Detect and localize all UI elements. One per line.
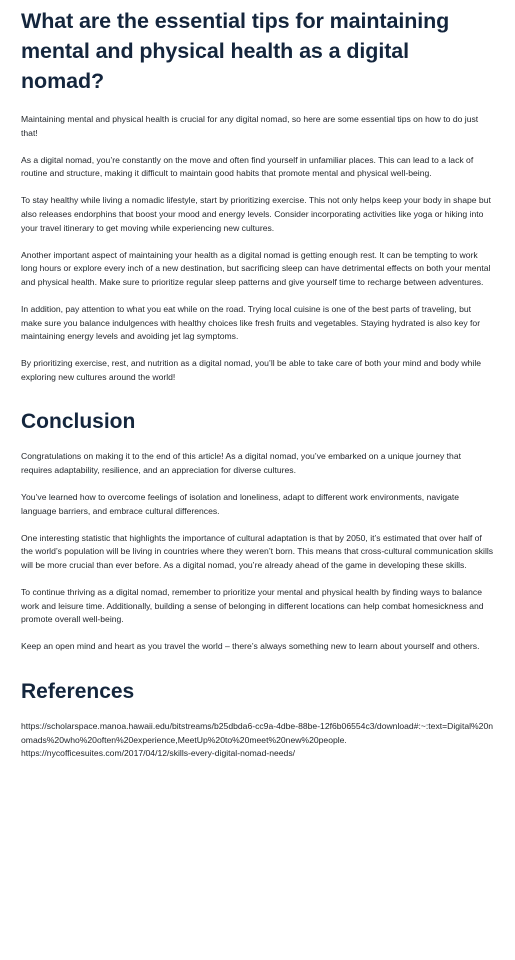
references-section <box>21 678 494 761</box>
intro-paragraph: In addition, pay attention to what you eat while on the road. Trying local cuisine is one of the best parts of traveling, but make sure you balance indulgences with healthy choices like fresh fruits and vegetables. Staying hydrated is also key for maintaining energy levels and avoiding jet lag symptoms. <box>21 303 481 342</box>
conclusion-section <box>21 408 494 654</box>
conclusion-paragraph: You’ve learned how to overcome feelings of isolation and loneliness, adapt to different work environments, navigate language barriers, and embrace cultural differences. <box>21 492 460 516</box>
reference-link[interactable]: https://scholarspace.manoa.hawaii.edu/bitstreams/b25dbda6-cc9a-4dbe-88be-12f6b06554c3/download#:~:text=Digital%20nomads%20who%20often%20experience,MeetUp%20to%20meet%20new%20people. <box>21 720 494 745</box>
conclusion-paragraph: One interesting statistic that highlights the importance of cultural adaptation is that by 2050, it’s estimated that over half of the world’s population will be living in countries where they weren’t born. This means that cross-cultural communication skills will be more crucial than ever before. As a digital nomad, you’re already ahead of the game in developing these skills. <box>21 532 494 570</box>
references-heading: References <box>21 679 135 703</box>
intro-paragraph: Maintaining mental and physical health is crucial for any digital nomad, so here are some essential tips on how to do just that! <box>21 114 479 138</box>
conclusion-heading: Conclusion <box>21 410 136 434</box>
references-list <box>21 720 494 761</box>
conclusion-paragraph: To continue thriving as a digital nomad, remember to prioritize your mental and physical health by finding ways to balance work and leisure time. Additionally, building a sense of belonging in different locations can help combat homesickness and promote overall well-being. <box>21 587 484 625</box>
intro-paragraph: As a digital nomad, you’re constantly on the move and often find yourself in unfamiliar places. This can lead to a lack of routine and structure, making it difficult to maintain good habits that promote mental and physical well-being. <box>21 154 474 179</box>
conclusion-paragraph: Congratulations on making it to the end of this article! As a digital nomad, you’ve embarked on a unique journey that requires adaptability, resilience, and an appreciation for diverse cultures. <box>21 451 461 475</box>
intro-paragraph: Another important aspect of maintaining your health as a digital nomad is getting enough rest. It can be tempting to work long hours or explore every inch of a new destination, but sacrificing sleep can have detrimental effects on both your mental and physical health. Make sure to prioritize regular sleep patterns and give yourself time to recharge between adventures. <box>21 249 491 287</box>
intro-paragraph: To stay healthy while living a nomadic lifestyle, start by prioritizing exercise. This not only helps keep your body in shape but also releases endorphins that boost your mood and energy levels. Consider incorporating activities like yoga or hiking into your travel itinerary to get moving while experiencing new cultures. <box>21 195 491 233</box>
conclusion-paragraph: Keep an open mind and heart as you travel the world – there’s always something new to learn about yourself and others. <box>21 641 480 652</box>
intro-section <box>21 113 494 384</box>
reference-link[interactable]: https://nycofficesuites.com/2017/04/12/skills-every-digital-nomad-needs/ <box>21 748 296 759</box>
page-title: What are the essential tips for maintaining mental and physical health as a digital nomad? <box>21 9 450 93</box>
intro-paragraph: By prioritizing exercise, rest, and nutrition as a digital nomad, you’ll be able to take care of both your mind and body while exploring new cultures around the world! <box>21 358 482 382</box>
